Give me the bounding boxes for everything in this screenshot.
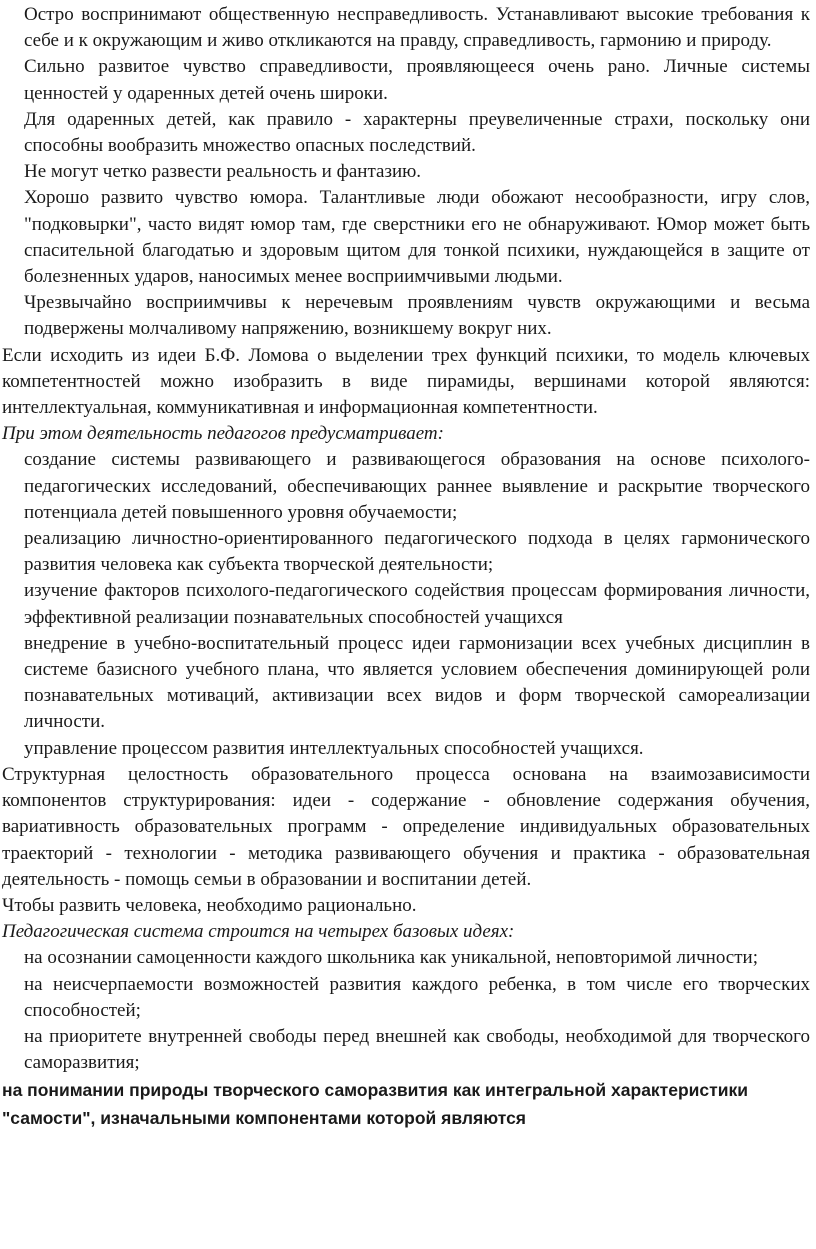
system-heading: Педагогическая система строится на четырех базовых идеях: — [2, 921, 515, 943]
system-item: на приоритете внутренней свободы перед внешней как свободы, необходимой для творческого саморазвития; — [24, 1025, 810, 1074]
activity-item: управление процессом развития интеллектуальных способностей учащихся. — [24, 737, 644, 759]
trait-item: Чрезвычайно восприимчивы к неречевым проявлениям чувств окружающими и весьма подвержены молчаливому напряжению, возникшему вокруг них. — [24, 292, 810, 340]
activity-heading: При этом деятельность педагогов предусматривает: — [2, 423, 444, 445]
trait-item: Для одаренных детей, как правило - характерны преувеличенные страхи, поскольку они способны вообразить множество опасных последствий. — [24, 108, 810, 157]
activity-item: изучение факторов психолого-педагогического содействия процессам формирования личности, эффективной реализации познавательных способностей учащихся — [24, 580, 810, 628]
trait-item: Остро воспринимают общественную несправедливость. Устанавливают высокие требования к себе и к окружающим и живо откликаются на правду, справедливость, гармонию и природу. — [24, 4, 810, 52]
activity-item: внедрение в учебно-воспитательный процесс идеи гармонизации всех учебных дисциплин в системе базисного учебного плана, что является условием обеспечения доминирующей роли познавательных мотиваций, активизации всех видов и форм творческой самореализации личности. — [24, 632, 810, 733]
system-list — [2, 945, 810, 1076]
activity-item: реализацию личностно-ориентированного педагогического подхода в целях гармонического развития человека как субъекта творческой деятельности; — [24, 528, 810, 576]
system-item: на осознании самоценности каждого школьника как уникальной, неповторимой личности; — [24, 947, 758, 969]
activity-list — [2, 447, 810, 761]
develop-sentence: Чтобы развить человека, необходимо рационально. — [2, 894, 417, 916]
activity-item: создание системы развивающего и развивающегося образования на основе психолого-педагогических исследований, обеспечивающих раннее выявление и раскрытие творческого потенциала детей повышенного уровня обучаемости; — [24, 449, 810, 523]
trait-item: Хорошо развито чувство юмора. Талантливые люди обожают несообразности, игру слов, "подковырки", часто видят юмор там, где сверстники его не обнаруживают. Юмор может быть спасительной благодатью и здоровым щитом для тонкой психики, нуждающейся в защите от болезненных ударов, наносимых менее восприимчивыми людьми. — [24, 187, 810, 288]
traits-list — [2, 2, 810, 343]
final-bold-paragraph: на понимании природы творческого саморазвития как интегральной характеристики "самости", изначальными компонентами которой являются — [2, 1080, 749, 1129]
trait-item: Сильно развитое чувство справедливости, проявляющееся очень рано. Личные системы ценностей у одаренных детей очень широки. — [24, 56, 810, 104]
structure-paragraph: Структурная целостность образовательного процесса основана на взаимозависимости компонентов структурирования: идеи - содержание - обновление содержания обучения, вариативность образовательных программ - определение индивидуальных образовательных траекторий - технологии - методика развивающего обучения и практика - образовательная деятельность - помощь семьи в образовании и воспитании детей. — [2, 763, 810, 890]
trait-item: Не могут четко развести реальность и фантазию. — [24, 161, 422, 183]
lomov-paragraph: Если исходить из идеи Б.Ф. Ломова о выделении трех функций психики, то модель ключевых компетентностей можно изобразить в виде пирамиды, вершинами которой являются: интеллектуальная, коммуникативная и информационная компетентности. — [2, 344, 810, 419]
system-item: на неисчерпаемости возможностей развития каждого ребенка, в том числе его творческих способностей; — [24, 973, 810, 1021]
